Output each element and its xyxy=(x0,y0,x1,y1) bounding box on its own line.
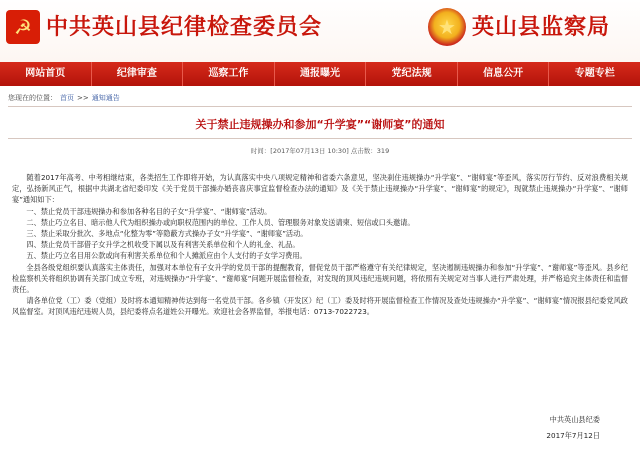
nav-exposure[interactable]: 通报曝光 xyxy=(275,62,367,86)
list-item: 五、禁止巧立名目用公款或向有利害关系单位和个人摊派应由个人支付的子女学习费用。 xyxy=(26,251,307,261)
breadcrumb xyxy=(8,93,120,103)
breadcrumb-current[interactable]: 通知通告 xyxy=(91,94,120,102)
breadcrumb-home[interactable]: 首页 xyxy=(60,94,74,102)
list-item: 四、禁止党员干部借子女升学之机收受下属以及有利害关系单位和个人的礼金、礼品。 xyxy=(26,240,300,250)
site-title-bureau[interactable]: 英山县监察局 xyxy=(472,14,611,40)
article-para-3: 请各单位党（工）委（党组）及时将本通知精神传达到每一名党员干部。各乡镇（开发区）纪（工）委及时将开展监督检查工作情况及查处违规操办“升学宴”、“谢师宴”情况报县纪委党风政风监督室。对顶风违纪违规人员，县纪委将点名道姓公开曝光。欢迎社会各界监督，举报电话：0713-7022723。 xyxy=(12,296,628,317)
main-nav xyxy=(0,62,640,86)
nav-info-disclosure[interactable]: 信息公开 xyxy=(458,62,550,86)
nav-regulations[interactable]: 党纪法规 xyxy=(366,62,458,86)
article-para-2: 全县各级党组织要认真落实主体责任，加强对本单位有子女升学的党员干部的提醒教育，督促党员干部严格遵守有关纪律规定，坚决遏制违规操办和参加“升学宴”、“谢师宴”等歪风。县乡纪检监察机关将组织协调有关部门成立专班，对违规操办“升学宴”、“谢师宴”问题开展监督检查，对发现的顶风违纪违规问题，将依照有关规定对当事人进行严肃处理，并严格追究主体责任和监督责任。 xyxy=(12,262,628,295)
site-title-commission[interactable]: 中共英山县纪律检查委员会 xyxy=(46,14,323,40)
nav-discipline-review[interactable]: 纪律审查 xyxy=(92,62,184,86)
article-intro: 随着2017年高考、中考相继结束，各类招生工作即将开始，为认真落实中央八项规定精神和省委六条意见，坚决刹住违规操办“升学宴”、“谢师宴”等歪风，落实厉行节约、反对浪费相关规定，弘扬新风正气，根据中共湖北省纪委印发《关于党员干部操办婚丧喜庆事宜监督检查办法的通知》及《关于禁止违规操办“升学宴”、“谢师宴”的规定》，现就禁止违规操办“升学宴”、“谢师宴”通知如下： xyxy=(12,173,628,205)
list-item: 一、禁止党员干部违规操办和参加各种名目的子女“升学宴”、“谢师宴”活动。 xyxy=(26,206,272,216)
article-meta: 时间：[2017年07月13日 10:30] 点击数：319 xyxy=(250,147,390,155)
site-header xyxy=(0,0,640,62)
nav-special-topics[interactable]: 专题专栏 xyxy=(574,68,615,79)
breadcrumb-label: 您现在的位置： xyxy=(8,94,57,102)
divider xyxy=(8,106,632,107)
nav-home[interactable]: 网站首页 xyxy=(0,62,92,86)
article-date: 2017年7月12日 xyxy=(546,431,600,440)
breadcrumb-sep: >> xyxy=(77,94,89,102)
nav-inspection[interactable]: 巡察工作 xyxy=(183,62,275,86)
list-item: 二、禁止巧立名目、暗示他人代为组织操办或向职权范围内的单位、工作人员、管理服务对象发送请柬、短信或口头邀请。 xyxy=(26,217,415,227)
list-item: 三、禁止采取分批次、多地点“化整为零”等隐蔽方式操办子女“升学宴”、“谢师宴”活动。 xyxy=(26,229,308,239)
state-emblem-icon: ★ xyxy=(428,8,466,46)
article-body xyxy=(12,172,628,318)
article-signature: 中共英山县纪委 xyxy=(549,415,600,424)
party-emblem-icon: ☭ xyxy=(6,10,40,44)
article-title: 关于禁止违规操办和参加“升学宴”“谢师宴”的通知 xyxy=(195,118,445,131)
divider xyxy=(8,138,632,139)
